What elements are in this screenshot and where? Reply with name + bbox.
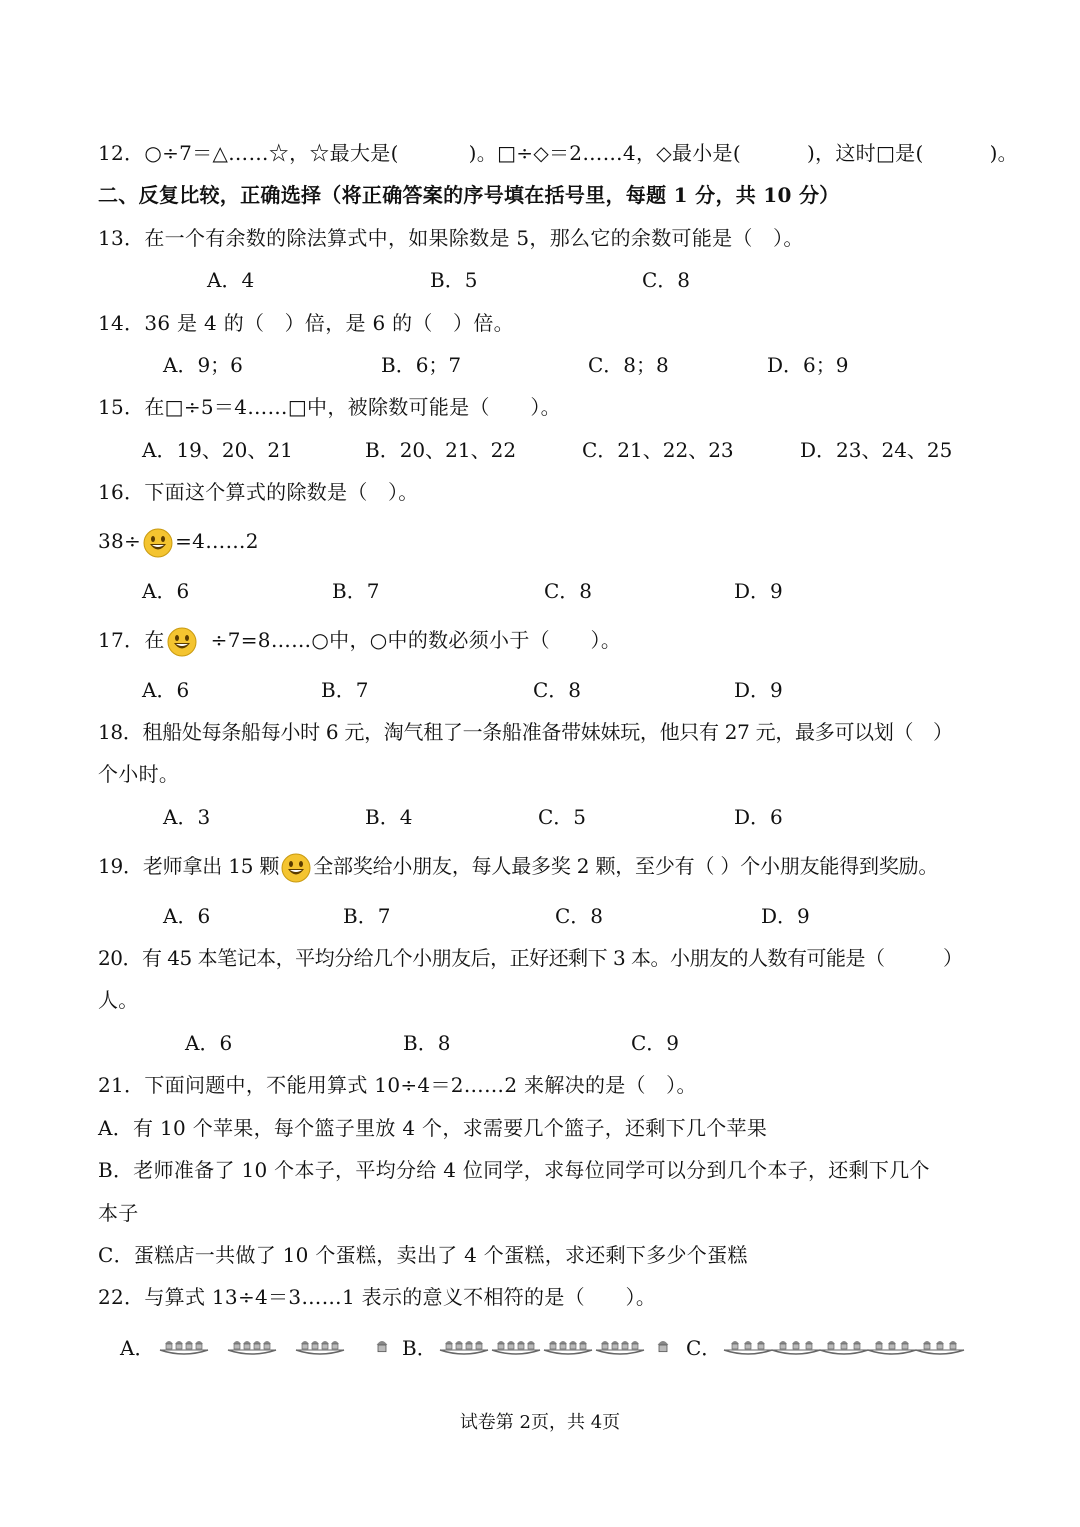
q20-option-a[interactable]: A．6 <box>185 1031 233 1055</box>
q22-option-b-label[interactable]: B． <box>402 1336 437 1360</box>
smiley-icon <box>143 528 173 558</box>
q12-part-a: 12．○÷7＝△……☆，☆最大是( <box>98 141 399 165</box>
q12-part-b: )。□÷◇＝2……4，◇最小是( <box>468 141 741 165</box>
q14-option-d[interactable]: D．6；9 <box>767 353 849 377</box>
q18-option-c[interactable]: C．5 <box>538 805 587 829</box>
q19-option-b[interactable]: B．7 <box>343 904 391 928</box>
q15-option-d[interactable]: D．23、24、25 <box>800 438 953 462</box>
q18-stem-line1: 18．租船处每条船每小时 6 元，淘气租了一条船准备带妹妹玩，他只有 27 元，最多可以划（ ） <box>98 720 953 744</box>
q15-option-a[interactable]: A．19、20、21 <box>142 438 293 462</box>
q16-option-a[interactable]: A．6 <box>142 579 190 603</box>
q16-stem: 16．下面这个算式的除数是（ ）。 <box>98 480 419 504</box>
q13-option-b[interactable]: B．5 <box>430 268 478 292</box>
q20-option-c[interactable]: C．9 <box>631 1031 680 1055</box>
q19-option-a[interactable]: A．6 <box>163 904 211 928</box>
q17-option-d[interactable]: D．9 <box>734 678 783 702</box>
q18-option-d[interactable]: D．6 <box>734 805 783 829</box>
cupcake-icon <box>374 1334 390 1356</box>
q18-option-b[interactable]: B．4 <box>365 805 413 829</box>
q14-stem: 14．36 是 4 的（ ）倍，是 6 的（ ）倍。 <box>98 311 514 335</box>
q17-option-c[interactable]: C．8 <box>533 678 582 702</box>
q21-option-b-line1[interactable]: B．老师准备了 10 个本子，平均分给 4 位同学，求每位同学可以分到几个本子，还剩下几个 <box>98 1158 930 1182</box>
q12-line <box>98 139 1018 167</box>
q14-option-b[interactable]: B．6；7 <box>381 353 462 377</box>
q22-option-c-label[interactable]: C． <box>686 1336 722 1360</box>
cupcake-icon <box>655 1334 671 1356</box>
q14-option-a[interactable]: A．9；6 <box>163 353 243 377</box>
q17-stem <box>98 626 621 657</box>
q15-option-c[interactable]: C．21、22、23 <box>582 438 734 462</box>
q14-option-c[interactable]: C．8；8 <box>588 353 669 377</box>
q13-option-c[interactable]: C．8 <box>642 268 691 292</box>
q19-stem-b: 全部奖给小朋友，每人最多奖 2 颗，至少有（ ）个小朋友能得到奖励。 <box>313 854 939 878</box>
q13-option-a[interactable]: A．4 <box>207 268 255 292</box>
q21-option-a[interactable]: A．有 10 个苹果，每个篮子里放 4 个，求需要几个篮子，还剩下几个苹果 <box>98 1116 768 1140</box>
cake-plates-c <box>722 1332 967 1360</box>
q16-option-d[interactable]: D．9 <box>734 579 783 603</box>
cake-plates-b <box>438 1332 648 1360</box>
q18-stem-line2: 个小时。 <box>98 762 180 786</box>
q16-option-b[interactable]: B．7 <box>332 579 380 603</box>
q12-part-c: )，这时□是( <box>806 141 924 165</box>
page-footer: 试卷第 2页，共 4页 <box>459 1412 621 1433</box>
q17-option-b[interactable]: B．7 <box>321 678 369 702</box>
q16-option-c[interactable]: C．8 <box>544 579 593 603</box>
smiley-icon <box>281 853 311 883</box>
q18-option-a[interactable]: A．3 <box>163 805 211 829</box>
q20-option-b[interactable]: B．8 <box>403 1031 451 1055</box>
q19-stem <box>98 852 938 883</box>
q20-stem-line1: 20．有 45 本笔记本，平均分给几个小朋友后，正好还剩下 3 本。小朋友的人数有可能是（ ） <box>98 946 963 970</box>
cake-plates-a <box>158 1332 368 1360</box>
q17-stem-b: ÷7=8……○中，○中的数必须小于（ ）。 <box>210 628 622 652</box>
q21-option-c[interactable]: C．蛋糕店一共做了 10 个蛋糕，卖出了 4 个蛋糕，求还剩下多少个蛋糕 <box>98 1243 748 1267</box>
q16-expr-result: =4……2 <box>175 529 259 553</box>
q13-stem: 13．在一个有余数的除法算式中，如果除数是 5，那么它的余数可能是（ ）。 <box>98 226 804 250</box>
q15-stem: 15．在□÷5＝4……□中，被除数可能是（ ）。 <box>98 395 561 419</box>
q19-stem-a: 19．老师拿出 15 颗 <box>98 854 280 878</box>
q21-stem: 21．下面问题中，不能用算式 10÷4＝2……2 来解决的是（ ）。 <box>98 1073 697 1097</box>
q22-stem: 22．与算式 13÷4＝3……1 表示的意义不相符的是（ ）。 <box>98 1285 657 1309</box>
q16-expression <box>98 527 259 558</box>
q20-stem-line2: 人。 <box>98 988 139 1012</box>
q19-option-c[interactable]: C．8 <box>555 904 604 928</box>
q19-option-d[interactable]: D．9 <box>761 904 810 928</box>
q17-stem-a: 17．在 <box>98 628 165 652</box>
smiley-icon <box>167 627 197 657</box>
q15-option-b[interactable]: B．20、21、22 <box>365 438 517 462</box>
q12-part-d: )。 <box>989 141 1018 165</box>
q22-option-a-label[interactable]: A． <box>120 1336 155 1360</box>
q21-option-b-line2[interactable]: 本子 <box>98 1201 139 1225</box>
q16-expr-dividend: 38÷ <box>98 529 142 553</box>
section-2-title: 二、反复比较，正确选择（将正确答案的序号填在括号里，每题 1 分，共 10 分） <box>98 183 840 207</box>
q17-option-a[interactable]: A．6 <box>142 678 190 702</box>
